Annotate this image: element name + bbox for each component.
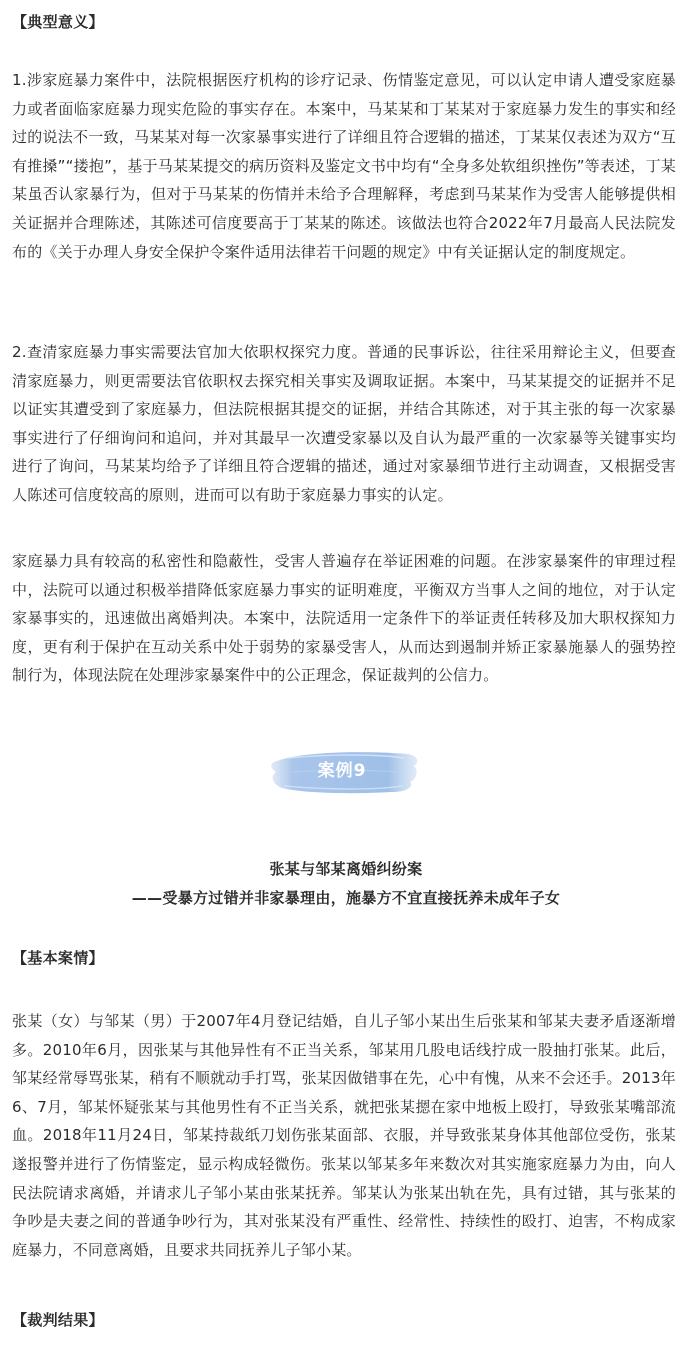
basic-facts-paragraph: 张某（女）与邹某（男）于2007年4月登记结婚，自儿子邹小某出生后张某和邹某夫妻矛盾逐渐增多。2010年6月，因张某与其他异性有不正当关系，邹某用几股电话线拧成一股抽打张某。此后，邹某经常辱骂张某，稍有不顺就动手打骂，张某因做错事在先，心中有愧，从来不会还手。2013年6、7月，邹某怀疑张某与其他男性有不正当关系，就把张某摁在家中地板上殴打，导致张某嘴部流血。2018年11月24日，邹某持裁纸刀划伤张某面部、衣服，并导致张某身体其他部位受伤，张某遂报警并进行了伤情鉴定，显示构成轻微伤。张某以邹某多年来数次对其实施家庭暴力为由，向人民法院请求离婚，并请求儿子邹小某由张某抚养。邹某认为张某出轨在先，具有过错，其与张某的争吵是夫妻之间的普通争吵行为，其对张某没有严重性、经常性、持续性的殴打、迫害，不构成家庭暴力，不同意离婚，且要求共同抚养儿子邹小某。 [12, 1012, 676, 1259]
case-subtitle: ——受暴方过错并非家暴理由，施暴方不宜直接抚养未成年子女 [131, 889, 561, 907]
significance-paragraph-3: 家庭暴力具有较高的私密性和隐蔽性，受害人普遍存在举证困难的问题。在涉家暴案件的审理过程中，法院可以通过积极举措降低家庭暴力事实的证明难度，平衡双方当事人之间的地位，对于认定家暴事实的，迅速做出离婚判决。本案中，法院适用一定条件下的举证责任转移及加大职权探知力度，更有利于保护在互动关系中处于弱势的家暴受害人，从而达到遏制并矫正家暴施暴人的强势控制行为，体现法院在处理涉家暴案件中的公正理念，保证裁判的公信力。 [12, 552, 676, 685]
case-title: 张某与邹某离婚纠纷案 [269, 860, 423, 878]
judgment-heading: 【裁判结果】 [12, 1311, 104, 1329]
significance-paragraph-2: 2.查清家庭暴力事实需要法官加大依职权探究力度。普通的民事诉讼，往往采用辩论主义，但要查清家庭暴力，则更需要法官依职权去探究相关事实及调取证据。本案中，马某某提交的证据并不足以证实其遭受到了家庭暴力，但法院根据其提交的证据，并结合其陈述，对于其主张的每一次家暴事实进行了仔细询问和追问，并对其最早一次遭受家暴以及自认为最严重的一次家暴等关键事实均进行了询问，马某某均给予了详细且符合逻辑的描述，通过对家暴细节进行主动调查，又根据受害人陈述可信度较高的原则，进而可以有助于家庭暴力事实的认定。 [12, 343, 676, 504]
significance-paragraph-1: 1.涉家庭暴力案件中，法院根据医疗机构的诊疗记录、伤情鉴定意见，可以认定申请人遭受家庭暴力或者面临家庭暴力现实危险的事实存在。本案中，马某某和丁某某对于家庭暴力发生的事实和经过的说法不一致，马某某对每一次家暴事实进行了详细且符合逻辑的描述，丁某某仅表述为双方“互有推搡”“搂抱”，基于马某某提交的病历资料及鉴定文书中均有“全身多处软组织挫伤”等表述，丁某某虽否认家暴行为，但对于马某某的伤情并未给予合理解释，考虑到马某某作为受害人能够提供相关证据并合理陈述，其陈述可信度要高于丁某某的陈述。该做法也符合2022年7月最高人民法院发布的《关于办理人身安全保护令案件适用法律若干问题的规定》中有关证据认定的制度规定。 [12, 71, 676, 261]
case-number-label: 案例9 [317, 761, 367, 781]
case-number-badge [268, 744, 424, 800]
basic-facts-heading: 【基本案情】 [12, 949, 104, 967]
significance-heading: 【典型意义】 [12, 13, 104, 31]
